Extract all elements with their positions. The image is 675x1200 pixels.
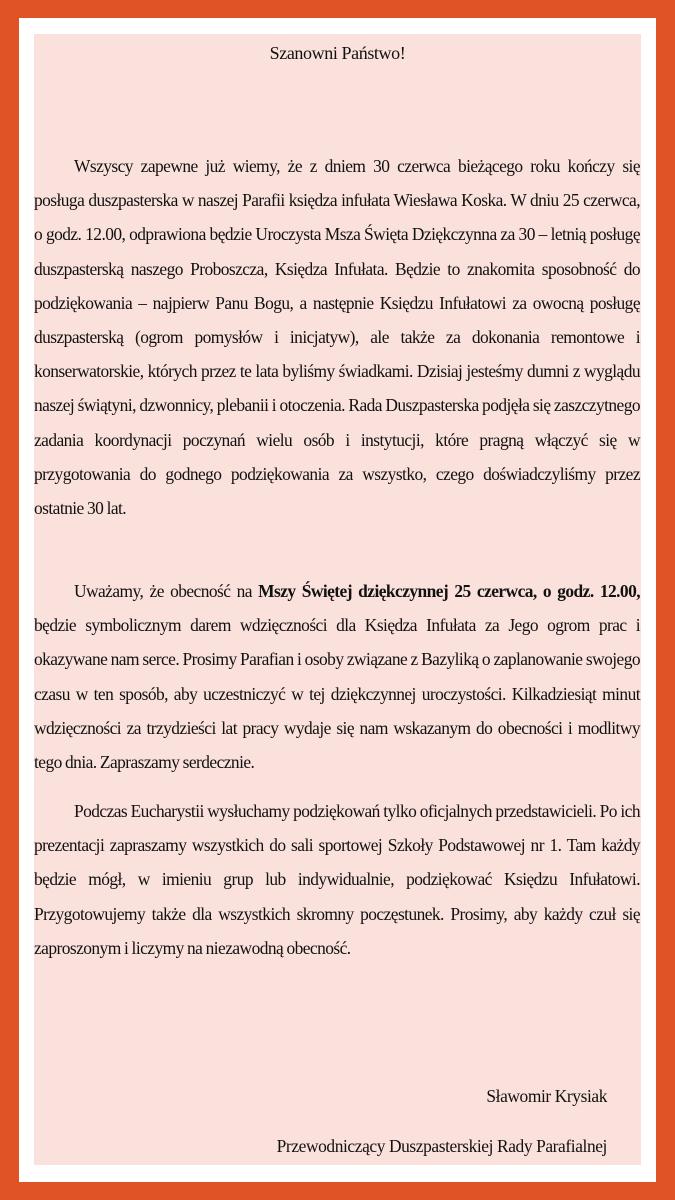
paragraph-2-end: będzie symbolicznym darem wdzięczności dla Księdza Infułata za Jego ogrom prac i okazywane nam serce. Prosimy Parafian i osoby związane z Bazyliką o zaplanowanie swojego czasu w ten sposób, aby uczestniczyć w tej dziękczynnej uroczystości. Kilkadziesiąt minut wdzięczności za trzydzieści lat pracy wydaje się nam wskazanym do obecności i modlitwy tego dnia. Zapraszamy serdecznie. (34, 615, 640, 773)
paragraph-2 (34, 574, 640, 779)
letter-greeting: Szanowni Państwo! (269, 43, 406, 63)
letter-sheet (34, 34, 641, 1165)
paragraph-2-highlight: Mszy Świętej dziękczynnej 25 czerwca, o godz. 12.00, (258, 581, 641, 601)
paragraph-3: Podczas Eucharystii wysłuchamy podziękowań tylko oficjalnych przedstawicieli. Po ich prezentacji zapraszamy wszystkich do sali sportowej Szkoły Podstawowej nr 1. Tam każdy będzie mógł, w imieniu grup lub indywidualnie, podziękować Księdzu Infułatowi. Przygotowujemy także dla wszystkich skromny poczęstunek. Prosimy, aby każdy czuł się zaproszonym i liczymy na niezawodną obecność. (34, 801, 640, 958)
signature-role: Przewodniczący Duszpasterskiej Rady Parafialnej (276, 1136, 607, 1156)
paragraph-2-start: Uważamy, że obecność na (74, 581, 259, 601)
page-frame (19, 18, 656, 1182)
paragraph-1: Wszyscy zapewne już wiemy, że z dniem 30 czerwca bieżącego roku kończy się posługa duszpasterska w naszej Parafii księdza infułata Wiesława Koska. W dniu 25 czerwca, o godz. 12.00, odprawiona będzie Uroczysta Msza Święta Dziękczynna za 30 – letnią posługę duszpasterską naszego Proboszcza, Księdza Infułata. Będzie to znakomita sposobność do podziękowania – najpierw Panu Bogu, a następnie Księdzu Infułatowi za owocną posługę duszpasterską (ogrom pomysłów i inicjatyw), ale także za dokonania remontowe i konserwatorskie, których przez te lata byliśmy świadkami. Dzisiaj jesteśmy dumni z wyglądu naszej świątyni, dzwonnicy, plebanii i otoczenia. Rada Duszpasterska podjęła się zaszczytnego zadania koordynacji poczynań wielu osób i instytucji, które pragną włączyć się w przygotowania do godnego podziękowania za wszystko, czego doświadczyliśmy przez ostatnie 30 lat. (34, 156, 640, 519)
signature-name: Sławomir Krysiak (486, 1086, 607, 1106)
